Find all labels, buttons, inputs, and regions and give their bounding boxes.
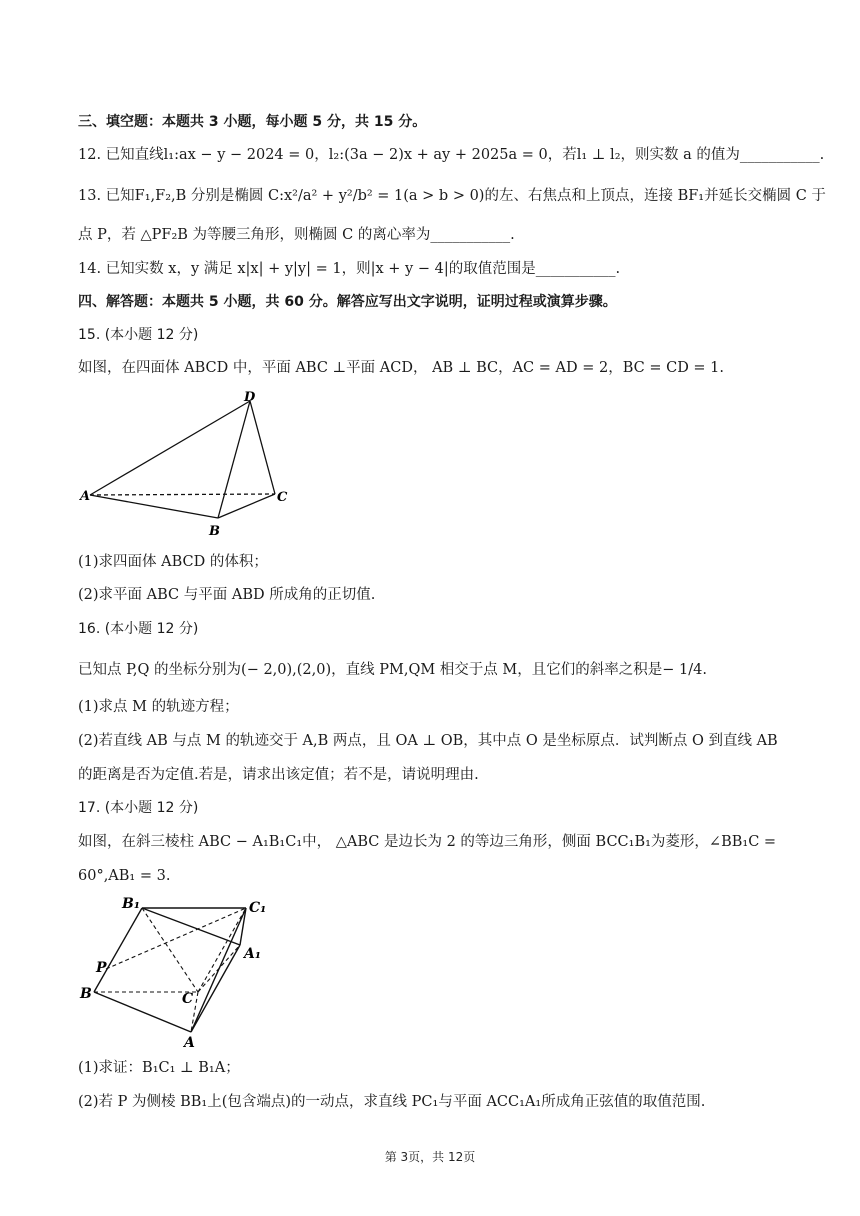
question-17-part1: (1)求证：B₁C₁ ⊥ B₁A； — [78, 1060, 240, 1076]
label-D: D — [244, 390, 256, 405]
section3-heading: 三、填空题：本题共 3 小题，每小题 5 分，共 15 分。 — [78, 114, 427, 130]
question-16-part1: (1)求点 M 的轨迹方程； — [78, 699, 239, 715]
label-P: P — [96, 960, 107, 976]
label-B: B — [209, 524, 220, 539]
label-A: A — [80, 489, 91, 504]
page-footer: 第 3页，共 12页 — [384, 1150, 476, 1164]
question-17-stem-line1: 如图，在斜三棱柱 ABC − A₁B₁C₁中， △ABC 是边长为 2 的等边三角形，侧面 BCC₁B₁为菱形，∠BB₁C = — [78, 834, 777, 850]
prism-figure — [78, 890, 278, 1051]
question-16-part2-line1: (2)若直线 AB 与点 M 的轨迹交于 A,B 两点，且 OA ⊥ OB，其中点 O 是坐标原点．试判断点 O 到直线 AB — [78, 733, 778, 749]
question-15-header: 15. (本小题 12 分) — [78, 327, 199, 343]
question-12: 12. 已知直线l₁:ax − y − 2024 = 0，l₂:(3a − 2)x + ay + 2025a = 0，若l₁ ⊥ l₂，则实数 a 的值为___________. — [78, 147, 825, 163]
question-15-part1: (1)求四面体 ABCD 的体积； — [78, 554, 268, 570]
label-C: C — [277, 490, 288, 505]
question-16-part2-line2: 的距离是否为定值.若是，请求出该定值；若不是，请说明理由. — [78, 767, 479, 783]
question-13-line2: 点 P，若 △PF₂B 为等腰三角形，则椭圆 C 的离心率为___________. — [78, 227, 515, 243]
question-13-line1: 13. 已知F₁,F₂,B 分别是椭圆 C:x²/a² + y²/b² = 1(a > b > 0)的左、右焦点和上顶点，连接 BF₁并延长交椭圆 C 于 — [78, 188, 826, 204]
label-A1: A₁ — [244, 946, 261, 962]
label-B: B — [80, 986, 92, 1002]
question-15-part2: (2)求平面 ABC 与平面 ABD 所成角的正切值. — [78, 587, 376, 603]
question-16-stem: 已知点 P,Q 的坐标分别为(− 2,0),(2,0)，直线 PM,QM 相交于点 M，且它们的斜率之积是− 1/4. — [78, 662, 707, 678]
question-16-header: 16. (本小题 12 分) — [78, 621, 199, 637]
tetrahedron-figure — [78, 388, 298, 538]
question-17-part2: (2)若 P 为侧棱 BB₁上(包含端点)的一动点，求直线 PC₁与平面 ACC₁A₁所成角正弦值的取值范围. — [78, 1094, 706, 1110]
label-B1: B₁ — [122, 896, 140, 912]
label-C1: C₁ — [249, 900, 267, 916]
label-C: C — [182, 991, 194, 1007]
question-17-header: 17. (本小题 12 分) — [78, 800, 199, 816]
question-14: 14. 已知实数 x，y 满足 x|x| + y|y| = 1，则|x + y − 4|的取值范围是___________. — [78, 261, 621, 277]
label-A: A — [184, 1035, 195, 1051]
question-15-stem: 如图，在四面体 ABCD 中，平面 ABC ⊥平面 ACD， AB ⊥ BC，AC = AD = 2，BC = CD = 1. — [78, 360, 725, 376]
section4-heading: 四、解答题：本题共 5 小题，共 60 分。解答应写出文字说明，证明过程或演算步骤。 — [78, 294, 617, 310]
question-17-stem-line2: 60°,AB₁ = 3. — [78, 868, 171, 884]
